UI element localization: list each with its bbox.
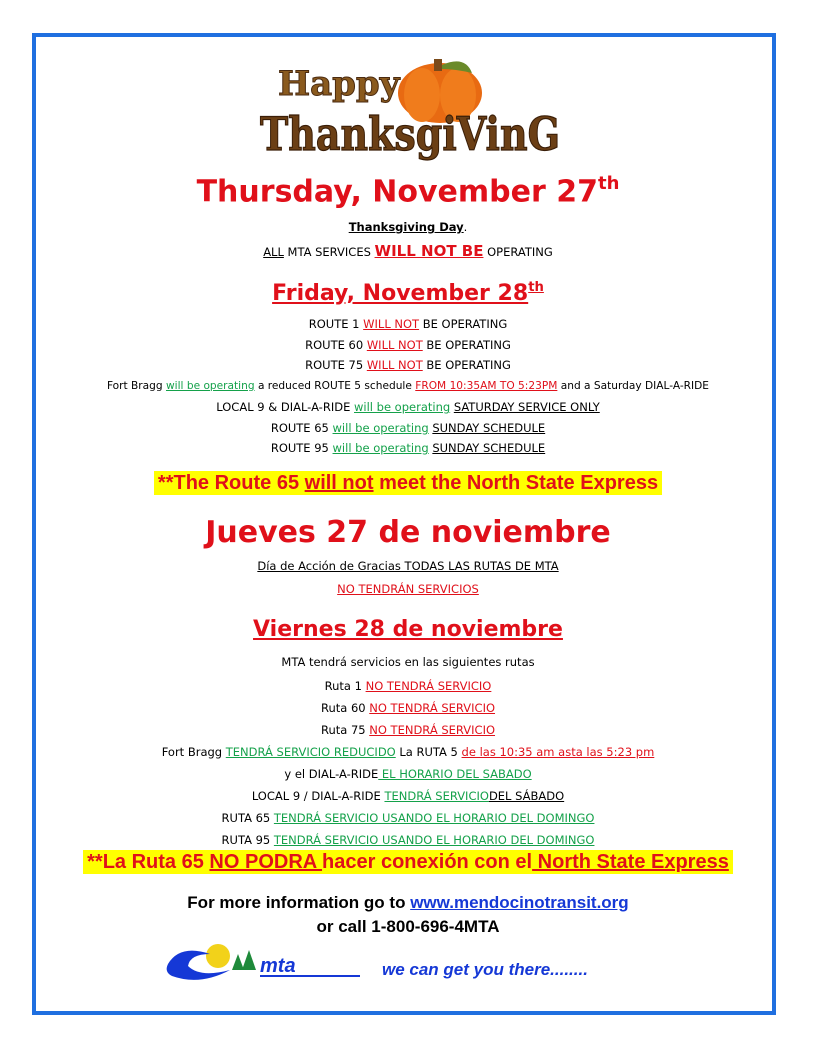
vie-ruta95: RUTA 95 TENDRÁ SERVICIO USANDO EL HORARIO DEL DOMINGO: [221, 833, 595, 847]
vie-intro: MTA tendrá servicios en las siguientes rutas: [281, 655, 535, 669]
all-services-line: ALL MTA SERVICES WILL NOT BE OPERATING: [263, 242, 553, 260]
fri-local9: LOCAL 9 & DIAL-A-RIDE will be operating SATURDAY SERVICE ONLY: [216, 400, 600, 414]
vie-ruta75: Ruta 75 NO TENDRÁ SERVICIO: [320, 723, 496, 737]
route65-notice-en: **The Route 65 will not meet the North State Express: [36, 472, 780, 495]
route65-notice-es: **La Ruta 65 NO PODRA hacer conexión con el North State Express: [36, 851, 780, 874]
mta-logo: [160, 940, 360, 986]
logo-thanksgiving-text: ThanksgiVinG: [260, 107, 560, 161]
fri-route75: ROUTE 75 WILL NOT BE OPERATING: [305, 358, 511, 372]
thanksgiving-day-line: Thanksgiving Day.: [348, 220, 468, 234]
vie-ruta1: Ruta 1 NO TENDRÁ SERVICIO: [324, 679, 492, 693]
thanksgiving-logo: [250, 55, 570, 175]
vie-dial-a-ride: y el DIAL-A-RIDE EL HORARIO DEL SABADO: [284, 767, 532, 781]
tagline: we can get you there........: [382, 960, 588, 979]
call-line: or call 1-800-696-4MTA: [316, 917, 500, 936]
jueves-heading: Jueves 27 de noviembre: [205, 515, 611, 550]
thursday-heading: Thursday, November 27th: [196, 173, 620, 210]
fri-route65: ROUTE 65 will be operating SUNDAY SCHEDULE: [270, 421, 546, 435]
vie-local9: LOCAL 9 / DIAL-A-RIDE TENDRÁ SERVICIODEL SÁBADO: [251, 789, 565, 803]
logo-happy-text: Happy: [278, 64, 400, 104]
fri-fort-bragg: Fort Bragg will be operating a reduced ROUTE 5 schedule FROM 10:35AM TO 5:23PM and a Saturday DIAL-A-RIDE: [106, 380, 710, 392]
vie-fort-bragg: Fort Bragg TENDRÁ SERVICIO REDUCIDO La RUTA 5 de las 10:35 am asta las 5:23 pm: [161, 745, 655, 759]
vie-ruta65: RUTA 65 TENDRÁ SERVICIO USANDO EL HORARIO DEL DOMINGO: [221, 811, 595, 825]
vie-ruta60: Ruta 60 NO TENDRÁ SERVICIO: [320, 701, 496, 715]
mta-logo-text: mta: [260, 955, 296, 977]
fri-route95: ROUTE 95 will be operating SUNDAY SCHEDULE: [270, 441, 546, 455]
jueves-line2: NO TENDRÁN SERVICIOS: [337, 582, 479, 596]
jueves-line1: Día de Acción de Gracias TODAS LAS RUTAS DE MTA: [257, 559, 559, 573]
friday-heading: Friday, November 28th: [272, 280, 544, 307]
viernes-heading: Viernes 28 de noviembre: [253, 617, 563, 642]
mta-website-link[interactable]: www.mendocinotransit.org: [410, 893, 629, 912]
fri-route60: ROUTE 60 WILL NOT BE OPERATING: [305, 338, 511, 352]
more-info-line: For more information go to www.mendocinotransit.org: [187, 893, 629, 912]
fri-route1: ROUTE 1 WILL NOT BE OPERATING: [308, 317, 508, 331]
